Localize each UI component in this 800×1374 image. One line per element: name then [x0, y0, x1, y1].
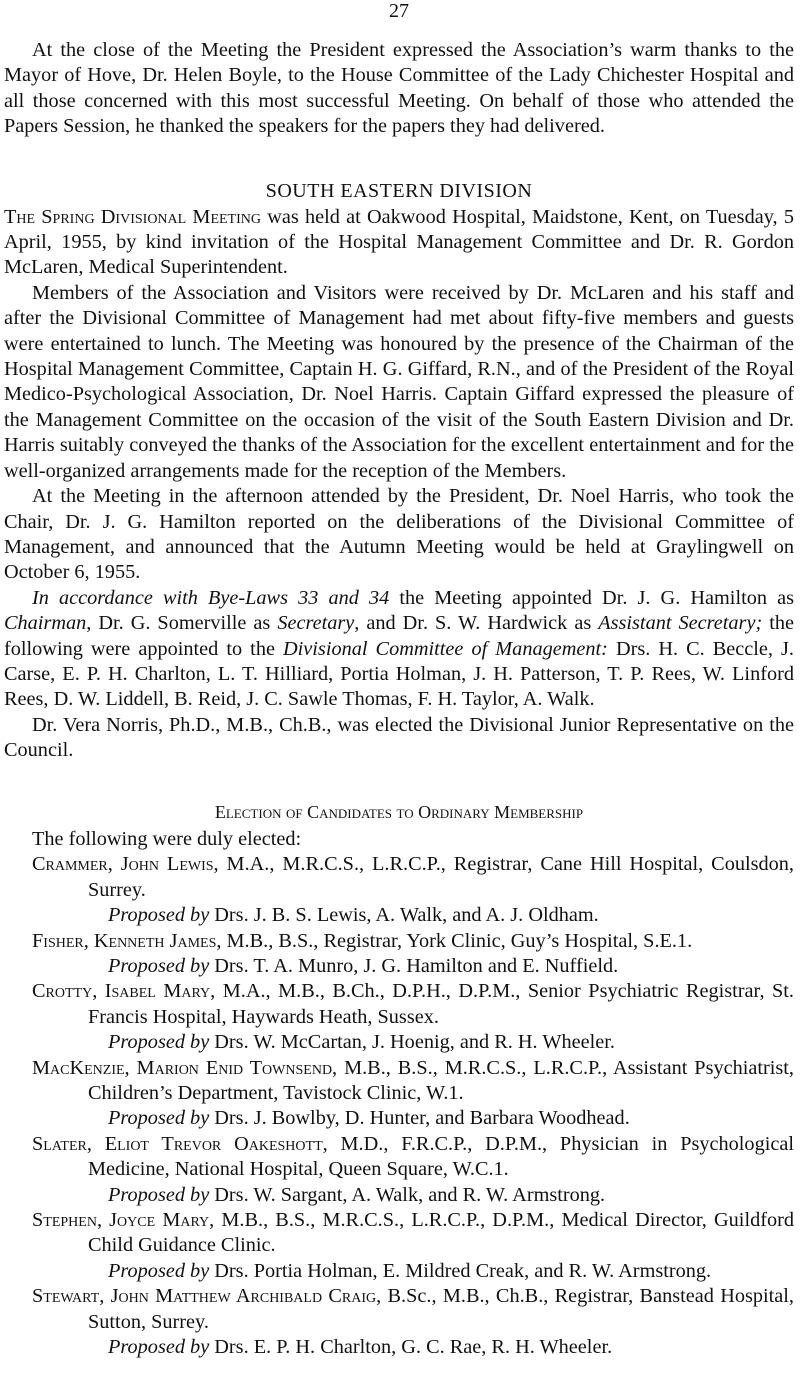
candidate-name: Fisher, Kenneth James,: [32, 929, 222, 952]
page-number: 27: [389, 0, 409, 22]
candidate-entry: [4, 1056, 794, 1132]
proposed-by-label: Proposed by: [108, 1031, 210, 1054]
bylaws-lead: In accordance with Bye-Laws 33 and 34: [32, 586, 390, 609]
proposed-by-label: Proposed by: [108, 1259, 210, 1282]
meeting-rest: was held at Oakwood Hospital, Maidstone, Kent, on Tuesday, 5 April, 1955, by kind invitation of the Hospital Management Committee and Dr. R. Gordon McLaren, Medical Superintendent.: [4, 205, 794, 279]
candidate-details: M.B., B.S., M.R.C.S., L.R.C.P., D.P.M., Medical Director, Guildford Child Guidance Clinic.: [88, 1209, 795, 1257]
proposer-line: [4, 1030, 794, 1055]
candidate-entry: [4, 929, 794, 980]
candidate-line: [4, 1208, 794, 1259]
proposers: Drs. T. A. Munro, J. G. Hamilton and E. Nuffield.: [209, 955, 619, 977]
proposers: Drs. J. Bowlby, D. Hunter, and Barbara Woodhead.: [209, 1107, 630, 1130]
candidate-entry: [4, 1132, 794, 1208]
candidate-details: M.B., B.S., M.R.C.S., L.R.C.P., Assistant Psychiatrist, Children’s Department, Tavistock Clinic, W.1.: [88, 1056, 794, 1105]
candidate-name: Crotty, Isabel Mary,: [32, 980, 216, 1003]
bylaws-text-5: Drs. H. C. Beccle, J. Carse, E. P. H. Charlton, L. T. Hilliard, Portia Holman, J. H. Patterson, T. P. Rees, W. Linford Rees, D. W. Liddell, B. Reid, J. C. Sawle Thomas, F. H. Taylor, A. Walk.: [4, 637, 795, 711]
proposer-line: [4, 1106, 794, 1131]
proposed-by-label: Proposed by: [108, 904, 210, 927]
proposed-by-label: Proposed by: [108, 955, 210, 977]
elected-intro: The following were duly elected:: [32, 827, 302, 850]
election-title: Election of Candidates to Ordinary Membership: [214, 801, 584, 822]
proposers: Drs. W. Sargant, A. Walk, and R. W. Armstrong.: [209, 1183, 606, 1206]
bylaws-text-3: , and Dr. S. W. Hardwick as: [354, 612, 599, 635]
proposer-line: [4, 1183, 794, 1208]
meeting-paragraph: [4, 205, 794, 281]
candidate-name: Crammer, John Lewis,: [32, 853, 219, 876]
candidate-line: [4, 1056, 794, 1107]
proposed-by-label: Proposed by: [108, 1183, 210, 1206]
proposer-line: [4, 903, 794, 928]
candidate-line: [4, 929, 794, 954]
bylaws-secretary: Secretary: [277, 612, 355, 635]
closing-paragraph: At the close of the Meeting the President expressed the Association’s warm thanks to the Mayor of Hove, Dr. Helen Boyle, to the House Committee of the Lady Chichester Hospital and all those concerned with this most successful Meeting. On behalf of those who attended the Papers Session, he thanked the speakers for the papers they had delivered.: [4, 39, 794, 138]
proposers: Drs. Portia Holman, E. Mildred Creak, and R. W. Armstrong.: [209, 1259, 712, 1282]
candidate-entry: [4, 979, 794, 1055]
candidate-entry: [4, 1208, 794, 1284]
proposer-line: [4, 954, 794, 979]
candidate-line: [4, 979, 794, 1030]
proposers: Drs. J. B. S. Lewis, A. Walk, and A. J. Oldham.: [209, 904, 599, 927]
candidate-name: Slater, Eliot Trevor Oakeshott,: [32, 1132, 328, 1155]
bylaws-text-4: the following were appointed to the: [4, 612, 794, 660]
bylaws-committee: Divisional Committee of Management:: [283, 637, 608, 660]
candidate-entry: [4, 852, 794, 928]
bylaws-text-2: , Dr. G. Somerville as: [86, 612, 278, 635]
meeting-lead-caps: The Spring Divisional Meeting: [4, 205, 261, 228]
candidate-name: Stewart, John Matthew Archibald Craig,: [32, 1285, 382, 1308]
candidate-details: M.D., F.R.C.P., D.P.M., Physician in Psychological Medicine, National Hospital, Queen Square, W.C.1.: [88, 1132, 794, 1181]
proposer-line: [4, 1259, 794, 1284]
candidate-details: M.A., M.R.C.S., L.R.C.P., Registrar, Cane Hill Hospital, Coulsdon, Surrey.: [88, 853, 794, 901]
candidate-line: [4, 1284, 794, 1335]
division-title: SOUTH EASTERN DIVISION: [265, 179, 533, 202]
bylaws-paragraph: [4, 586, 794, 713]
candidate-entry: [4, 1284, 794, 1360]
candidate-line: [4, 852, 794, 903]
candidate-name: MacKenzie, Marion Enid Townsend,: [32, 1056, 338, 1079]
candidate-details: B.Sc., M.B., Ch.B., Registrar, Banstead Hospital, Sutton, Surrey.: [88, 1285, 795, 1333]
proposed-by-label: Proposed by: [108, 1107, 210, 1130]
bylaws-chairman: Chairman: [4, 612, 87, 635]
candidate-name: Stephen, Joyce Mary,: [32, 1209, 215, 1232]
candidate-details: M.B., B.S., Registrar, York Clinic, Guy’s Hospital, S.E.1.: [221, 929, 693, 952]
bylaws-assistant: Assistant Secretary;: [598, 612, 763, 635]
candidate-details: M.A., M.B., B.Ch., D.P.H., D.P.M., Senior Psychiatric Registrar, St. Francis Hospital, Haywards Heath, Sussex.: [88, 980, 794, 1028]
candidate-list: [4, 852, 794, 1360]
proposer-line: [4, 1335, 794, 1360]
proposers: Drs. E. P. H. Charlton, G. C. Rae, R. H. Wheeler.: [209, 1336, 613, 1359]
proposed-by-label: Proposed by: [108, 1336, 210, 1359]
bylaws-text-1: the Meeting appointed Dr. J. G. Hamilton as: [389, 586, 794, 609]
members-paragraph: Members of the Association and Visitors were received by Dr. McLaren and his staff and after the Divisional Committee of Management had met about fifty-five members and guests were entertained to lunch. The Meeting was honoured by the presence of the Chairman of the Hospital Management Committee, Captain H. G. Giffard, R.N., and of the President of the Royal Medico-Psychological Association, Dr. Noel Harris. Captain Giffard expressed the pleasure of the Management Committee on the occasion of the visit of the South Eastern Division and Dr. Harris suitably conveyed the thanks of the Association for the excellent entertainment and for the well-organized arrangements made for the reception of the Members.: [4, 281, 794, 482]
candidate-line: [4, 1132, 794, 1183]
proposers: Drs. W. McCartan, J. Hoenig, and R. H. Wheeler.: [209, 1031, 615, 1054]
afternoon-paragraph: At the Meeting in the afternoon attended by the President, Dr. Noel Harris, who took the Chair, Dr. J. G. Hamilton reported on the deliberations of the Divisional Committee of Management, and announced that the Autumn Meeting would be held at Graylingwell on October 6, 1955.: [4, 485, 794, 584]
norris-paragraph: Dr. Vera Norris, Ph.D., M.B., Ch.B., was elected the Divisional Junior Representative on the Council.: [4, 713, 794, 762]
